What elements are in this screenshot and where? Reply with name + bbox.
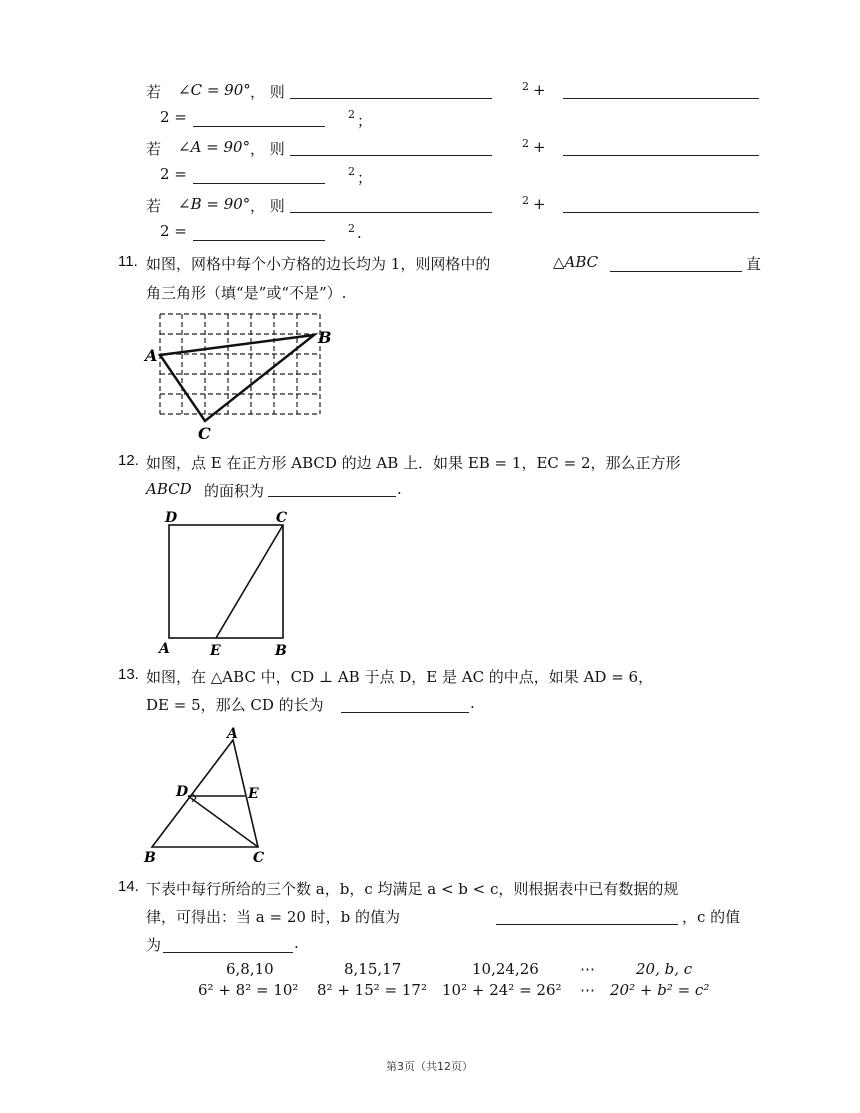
q14-cell-r2c4: ⋯ [580,981,595,999]
q10-r2-ruo: 若 [146,140,162,158]
q10-r3-cond: ∠B = 90° [178,195,251,213]
q13-label-c: C [253,850,265,866]
q11-triangle-abc [160,335,314,421]
q14-blank-b[interactable] [496,924,678,925]
q13-blank[interactable] [341,712,469,713]
q10-r1-ze: ， 则 [250,83,285,101]
q10-r1-eq: 2 = [160,108,187,126]
q10-r1-blank2[interactable] [563,98,759,99]
q10-r1-end: ； [357,112,373,130]
q10-r3-blank1[interactable] [290,212,492,213]
q11-grid-figure [140,305,340,445]
q10-r2-sq2: 2 [348,165,355,178]
q10-r3-blank3[interactable] [193,240,325,241]
q13-triangle-abc [152,740,258,847]
q12-blank[interactable] [268,496,396,497]
q10-r1-blank3[interactable] [193,126,325,127]
q10-r2-cond: ∠A = 90° [178,138,251,156]
q11-triangle: △ABC [553,253,599,271]
q10-r3-end: . [357,224,362,242]
q14-line3a: 为 [146,936,162,954]
q10-r3-plus: + [533,195,546,213]
q13-label-e: E [248,786,259,802]
q10-r2-blank1[interactable] [290,155,492,156]
q14-cell-r2c1: 6² + 8² = 10² [198,981,299,999]
q14-line3b: . [294,934,299,952]
q10-r3-sq1: 2 [522,194,529,207]
q12-line2a: ABCD [146,480,192,498]
q10-r1-sq1: 2 [522,80,529,93]
q13-triangle-figure [140,722,280,867]
q14-line2a: 律，可得出：当 a = 20 时，b 的值为 [146,908,401,926]
q14-blank-c[interactable] [163,952,293,953]
q12-number: 12. [118,452,139,469]
q13-label-b: B [144,850,156,866]
q10-r3-ze: ， 则 [250,197,285,215]
q13-number: 13. [118,666,139,683]
q10-r1-ruo: 若 [146,83,162,101]
q13-line1: 如图，在 △ABC 中，CD ⊥ AB 于点 D，E 是 AC 的中点，如果 AD = 6， [146,668,654,686]
q10-r2-blank3[interactable] [193,183,325,184]
q14-cell-r1c4: ⋯ [580,960,595,978]
q13-line2c: . [470,694,475,712]
q11-line2: 角三角形（填“是”或“不是”）. [146,284,347,302]
q12-label-b: B [275,643,287,659]
q11-text-a: 如图，网格中每个小方格的边长均为 1，则网格中的 [146,255,491,273]
q10-r2-ze: ， 则 [250,140,285,158]
q12-segment-ec [216,525,283,638]
q10-r3-ruo: 若 [146,197,162,215]
q12-line2c: . [397,480,402,498]
q10-r2-blank2[interactable] [563,155,759,156]
q12-square-figure [155,505,300,660]
q12-line1: 如图，点 E 在正方形 ABCD 的边 AB 上．如果 EB = 1，EC = 2，那么正方形 [146,454,681,472]
q11-blank[interactable] [610,271,742,272]
q10-r1-cond: ∠C = 90° [178,81,251,99]
q14-cell-r1c5: 20, b, c [636,960,693,978]
q14-cell-r1c2: 8,15,17 [344,960,402,978]
q10-r1-plus: + [533,81,546,99]
q10-r2-plus: + [533,138,546,156]
q10-r3-sq2: 2 [348,222,355,235]
q12-label-e: E [210,643,221,659]
q14-line2b: ，c 的值 [682,908,741,926]
q10-r2-end: ； [357,169,373,187]
q10-r2-sq1: 2 [522,137,529,150]
q11-grid-lines [160,314,320,414]
q11-label-c: C [198,424,211,443]
q10-r3-eq: 2 = [160,222,187,240]
q10-r1-blank1[interactable] [290,98,492,99]
q14-cell-r2c5: 20² + b² = c² [610,981,710,999]
q10-r1-sq2: 2 [348,108,355,121]
q14-cell-r2c3: 10² + 24² = 26² [442,981,562,999]
q12-label-d: D [165,510,178,526]
q13-label-a: A [227,726,238,742]
q14-cell-r1c3: 10,24,26 [472,960,539,978]
q10-r3-blank2[interactable] [563,212,759,213]
q14-number: 14. [118,878,139,895]
q13-line2a: DE = 5，那么 CD 的长为 [146,696,324,714]
q10-r2-eq: 2 = [160,165,187,183]
q14-cell-r2c2: 8² + 15² = 17² [317,981,427,999]
q11-number: 11. [118,253,138,270]
q12-label-a: A [159,641,170,657]
q14-cell-r1c1: 6,8,10 [226,960,274,978]
q11-label-b: B [318,328,332,347]
q12-line2b: 的面积为 [204,482,265,500]
q12-label-c: C [276,510,288,526]
q11-text-b: 直 [746,255,762,273]
q13-label-d: D [176,784,189,800]
page-footer: 第3页（共12页） [386,1060,473,1073]
q11-label-a: A [145,346,158,365]
q14-line1: 下表中每行所给的三个数 a，b，c 均满足 a < b < c，则根据表中已有数据的规 [146,880,679,898]
